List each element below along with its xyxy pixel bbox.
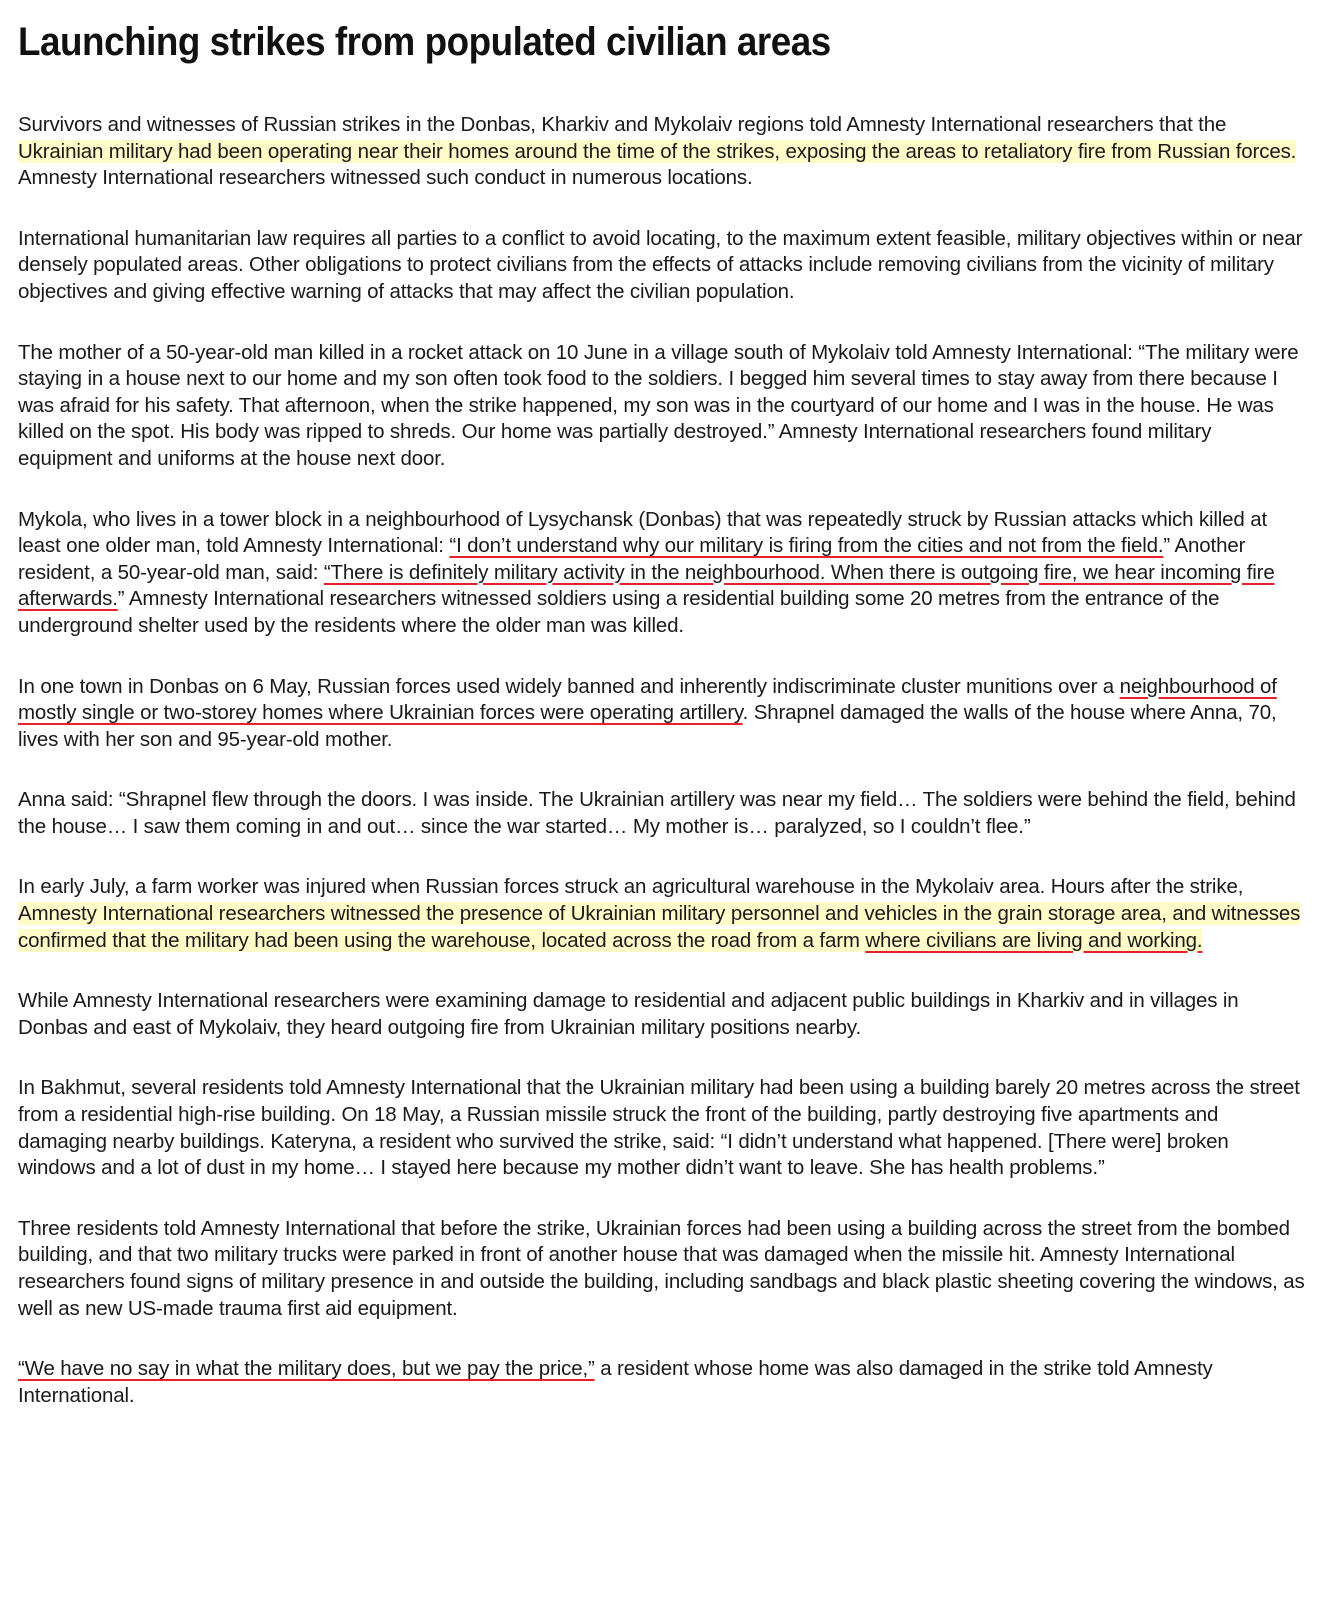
paragraph-text: Mykola, who lives in a tower block in a neighbourhood of Lysychansk (Donbas) that was repeatedly struck by Russian attacks which killed at least one older man, told Amnesty International: xyxy=(18,507,1268,558)
paragraph-text: Amnesty International researchers witnessed such conduct in numerous locations. xyxy=(18,166,753,190)
paragraph-text: International humanitarian law requires all parties to a conflict to avoid locating, to the maximum extent feasible, military objectives within or near densely populated areas. Other obligations to protect civilians from the effects of attacks include removing civilians from the vicinity of military objectives and giving effective warning of attacks that may affect the civilian population. xyxy=(18,226,1303,303)
underlined-quote: neighbourhood of mostly single or two-storey homes where Ukrainian forces were operating artillery xyxy=(18,674,1277,725)
paragraph-text: . Shrapnel damaged the walls of the house where Anna, 70, lives with her son and 95-year-old mother. xyxy=(18,701,1277,751)
page-title: Launching strikes from populated civilian areas xyxy=(18,20,831,64)
paragraph xyxy=(18,1356,1308,1409)
underlined-quote: “We have no say in what the military does, but we pay the price,” xyxy=(18,1357,595,1381)
underlined-quote: “There is definitely military activity in the neighbourhood. When there is outgoing fire, we hear incoming fire afterwards. xyxy=(18,560,1275,611)
paragraph xyxy=(18,1216,1308,1322)
paragraph xyxy=(18,874,1308,954)
highlighted-text: Amnesty International researchers witnessed the presence of Ukrainian military personnel and vehicles in the grain storage area, and witnesses confirmed that the military had been using the warehouse, located across the road from a farm xyxy=(18,902,1301,952)
article-body xyxy=(18,112,1308,1443)
paragraph-text: In Bakhmut, several residents told Amnesty International that the Ukrainian military had been using a building barely 20 metres across the street from a residential high-rise building. On 18 May, a Russian missile struck the front of the building, partly destroying five apartments and damaging nearby buildings. Kateryna, a resident who survived the strike, said: “I didn’t understand what happened. [There were] broken windows and a lot of dust in my home… I stayed here because my mother didn’t want to leave. She has health problems.” xyxy=(18,1076,1300,1180)
paragraph-text: a resident whose home was also damaged in the strike told Amnesty International. xyxy=(18,1357,1213,1407)
paragraph xyxy=(18,340,1308,473)
paragraph-text: ” Another resident, a 50-year-old man, said: xyxy=(18,534,1246,584)
paragraph-text: Anna said: “Shrapnel flew through the doors. I was inside. The Ukrainian artillery was near my field… The soldiers were behind the field, behind the house… I saw them coming in and out… since the war started… My mother is… paralyzed, so I couldn’t flee.” xyxy=(18,788,1296,838)
paragraph-text: In one town in Donbas on 6 May, Russian forces used widely banned and inherently indiscriminate cluster munitions over a xyxy=(18,674,1120,698)
paragraph-text: ” Amnesty International researchers witnessed soldiers using a residential building some 20 metres from the entrance of the underground shelter used by the residents where the older man was killed. xyxy=(18,587,1220,637)
paragraph xyxy=(18,1075,1308,1181)
paragraph-text: While Amnesty International researchers were examining damage to residential and adjacent public buildings in Kharkiv and in villages in Donbas and east of Mykolaiv, they heard outgoing fire from Ukrainian military positions nearby. xyxy=(18,989,1239,1039)
paragraph xyxy=(18,112,1308,192)
paragraph xyxy=(18,674,1308,754)
underlined-quote: “I don’t understand why our military is firing from the cities and not from the field. xyxy=(449,534,1164,558)
highlighted-text: Ukrainian military had been operating near their homes around the time of the strikes, exposing the areas to retaliatory fire from Russian forces. xyxy=(18,139,1297,163)
paragraph xyxy=(18,988,1308,1041)
paragraph xyxy=(18,226,1308,306)
paragraph-text: In early July, a farm worker was injured when Russian forces struck an agricultural warehouse in the Mykolaiv area. Hours after the strike, xyxy=(18,875,1244,899)
paragraph-text: Three residents told Amnesty International that before the strike, Ukrainian forces had been using a building across the street from the bombed building, and that two military trucks were parked in front of another house that was damaged when the missile hit. Amnesty International researchers found signs of military presence in and outside the building, including sandbags and black plastic sheeting covering the windows, as well as new US-made trauma first aid equipment. xyxy=(18,1216,1305,1320)
paragraph xyxy=(18,507,1308,640)
paragraph-text: Survivors and witnesses of Russian strikes in the Donbas, Kharkiv and Mykolaiv regions told Amnesty International researchers that the xyxy=(18,113,1227,136)
paragraph xyxy=(18,787,1308,840)
highlighted-underlined-text: where civilians are living and working. xyxy=(865,928,1203,952)
paragraph-text: The mother of a 50-year-old man killed in a rocket attack on 10 June in a village south of Mykolaiv told Amnesty International: “The military were staying in a house next to our home and my son often took food to the soldiers. I begged him several times to stay away from there because I was afraid for his safety. That afternoon, when the strike happened, my son was in the courtyard of our home and I was in the house. He was killed on the spot. His body was ripped to shreds. Our home was partially destroyed.” Amnesty International researchers found military equipment and uniforms at the house next door. xyxy=(18,340,1299,470)
